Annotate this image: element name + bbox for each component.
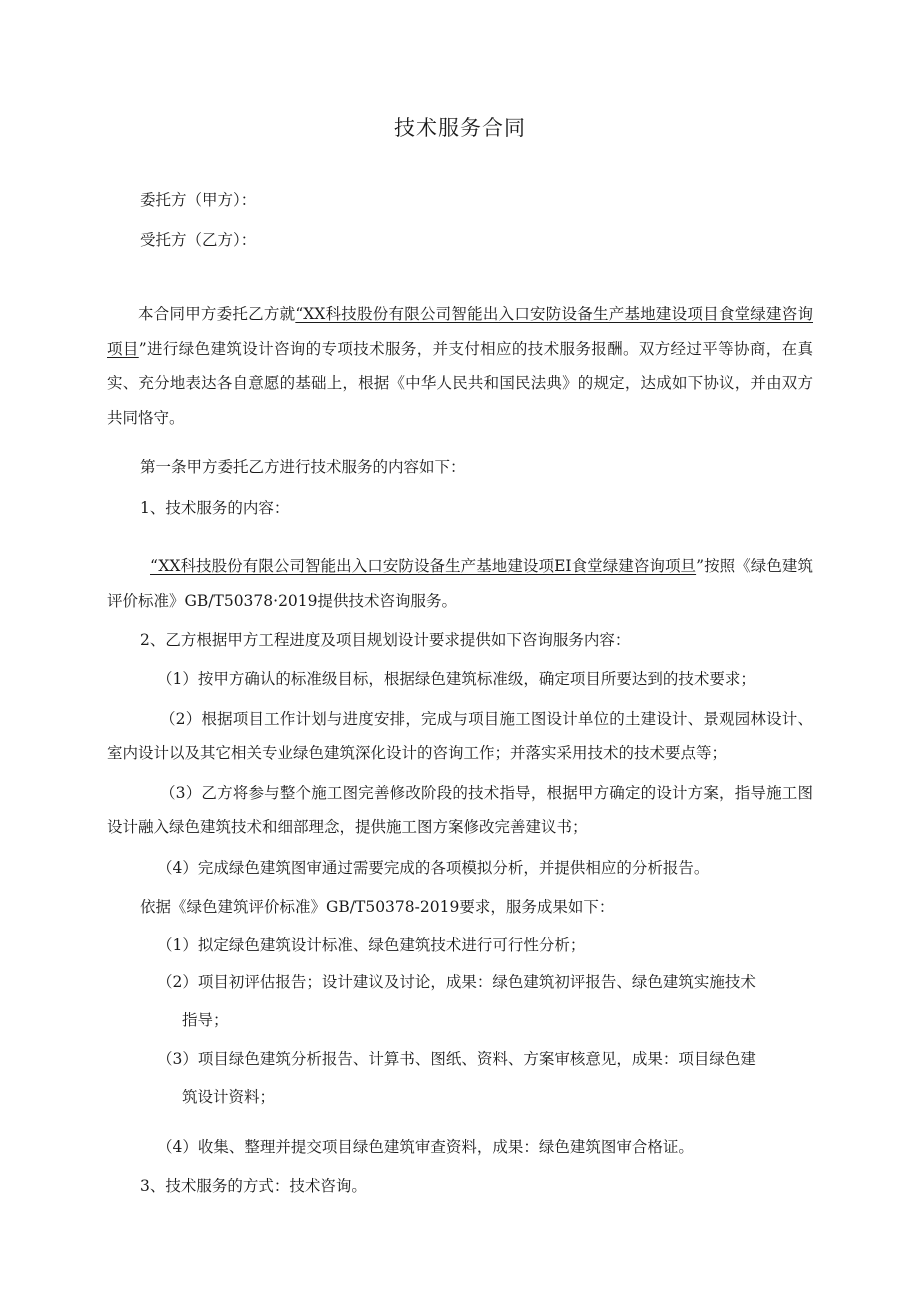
item-2-title: 2、乙方根据甲方工程进度及项目规划设计要求提供如下咨询服务内容：	[140, 631, 631, 649]
result-item-2-first: （2）项目初评估报告；设计建议及讨论，成果：绿色建筑初评报告、绿色建筑实施技术	[157, 973, 756, 991]
item-3-line: 3、技术服务的方式：技术咨询。	[140, 1177, 367, 1195]
party-b-line: 受托方（乙方）：	[140, 231, 257, 249]
article-1-heading: 第一条甲方委托乙方进行技术服务的内容如下：	[140, 458, 466, 476]
document-title: 技术服务合同	[394, 116, 526, 140]
result-item-4: （4）收集、整理并提交项目绿色建筑审查资料，成果：绿色建筑图审合格证。	[157, 1138, 694, 1156]
intro-project-name: “XX科技股份有限公司智能出入口安防设备生产基地建设项目食堂绿建咨询项目	[107, 305, 813, 358]
result-item-2	[157, 963, 810, 1039]
item-1-body	[107, 549, 813, 619]
party-a-line: 委托方（甲方）：	[140, 191, 257, 209]
results-intro: 依据《绿色建筑评价标准》GB/T50378-2019要求，服务成果如下：	[140, 898, 615, 916]
item-2-entry-2: （2）根据项目工作计划与进度安排，完成与项目施工图设计单位的土建设计、景观园林设计、室内设计以及其它相关专业绿色建筑深化设计的咨询工作；并落实采用技术的技术要点等；	[107, 710, 813, 762]
item-2-entry-4: （4）完成绿色建筑图审通过需要完成的各项模拟分析，并提供相应的分析报告。	[157, 859, 710, 877]
item-2-entry-1: （1）按甲方确认的标准级目标，根据绿色建筑标准级，确定项目所要达到的技术要求；	[157, 670, 756, 688]
item-1-tail: ”按照《绿色建筑评价标准》GB/T50378·2019提供技术咨询服务。	[107, 557, 813, 610]
result-item-3	[157, 1040, 810, 1116]
intro-lead: 本合同甲方委托乙方就	[138, 305, 296, 323]
result-item-3-rest: 筑设计资料；	[182, 1088, 276, 1106]
item-1-title: 1、技术服务的内容：	[140, 499, 290, 517]
result-item-2-rest: 指导；	[182, 1011, 229, 1029]
result-item-3-first: （3）项目绿色建筑分析报告、计算书、图纸、资料、方案审核意见，成果：项目绿色建	[157, 1050, 756, 1068]
intro-tail: ”进行绿色建筑设计咨询的专项技术服务，并支付相应的技术服务报酬。双方经过平等协商，在真实、充分地表达各自意愿的基础上，根据《中华人民共和国民法典》的规定，达成如下协议，并由双方共同恪守。	[107, 339, 813, 428]
intro-paragraph	[107, 297, 813, 436]
item-1-project-name: “XX科技股份有限公司智能出入口安防设备生产基地建设项EI食堂绿建咨询项旦	[150, 557, 697, 575]
result-item-1: （1）拟定绿色建筑设计标准、绿色建筑技术进行可行性分析；	[157, 936, 586, 954]
item-2-entry-3: （3）乙方将参与整个施工图完善修改阶段的技术指导，根据甲方确定的设计方案，指导施工图设计融入绿色建筑技术和细部理念，提供施工图方案修改完善建议书；	[107, 784, 813, 836]
